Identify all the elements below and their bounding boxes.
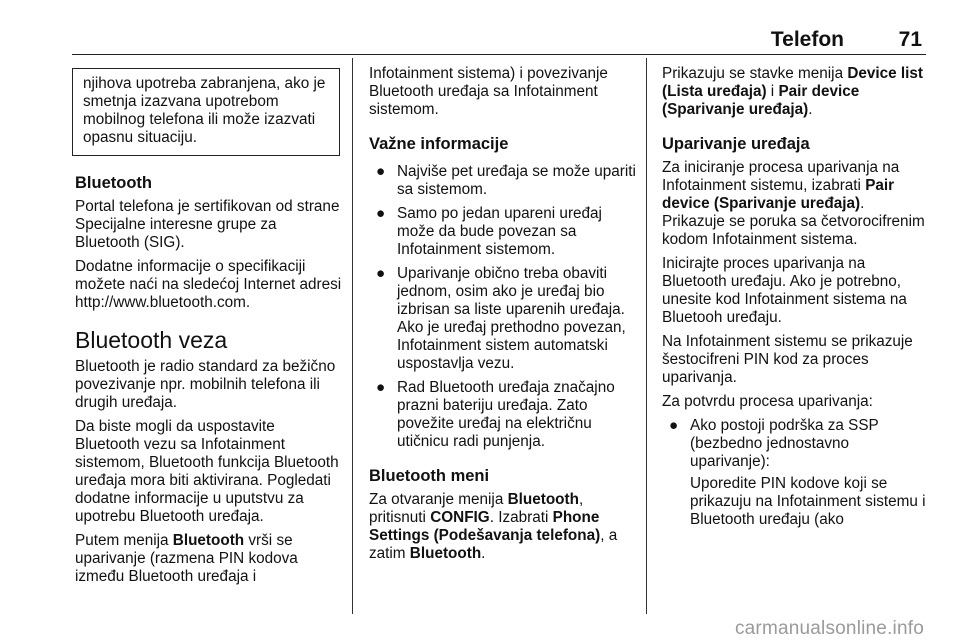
list-item: ● Ako postoji podrška za SSP (bezbedno jednostavno uparivanje): — [669, 417, 879, 470]
list-item: ● Uparivanje obično treba obaviti jednom, osim ako je uređaj bio izbrisan sa liste uparenih uređaja. Ako je uređaj prethodno povezan, Infotainment sistem automatski uspostavlja vezu. — [376, 265, 626, 372]
notice-text: njihova upotreba zabranjena, ako je smetnja izazvana upotrebom mobilnog telefona ili može izazvati opasnu situaciju. — [83, 75, 326, 146]
paragraph: Inicirajte proces uparivanja na Bluetooth uređaju. Ako je potrebno, unesite kod Infotainment sistema na Bluetooh uređaju. — [662, 255, 907, 326]
column-3 — [662, 65, 932, 535]
list-item: ● Najviše pet uređaja se može upariti sa sistemom. — [376, 163, 636, 198]
list-item: ● Samo po jedan upareni uređaj može da bude povezan sa Infotainment sistemom. — [376, 205, 602, 258]
section-heading-bluetooth-veza: Bluetooth veza — [75, 327, 228, 353]
section-heading-vazne-informacije: Važne informacije — [369, 135, 509, 153]
paragraph: Prikazuje se poruka sa četvorocifrenim kodom Infotainment sistema. — [662, 213, 925, 248]
page-header — [680, 28, 924, 60]
menu-ref: Pair device (Sparivanje uređaja) — [662, 83, 860, 118]
paragraph: Za iniciranje procesa uparivanja na Infotainment sistemu, izabrati Pair device (Sparivanje uređaja). — [662, 159, 900, 212]
notice-box — [72, 68, 340, 156]
watermark: carmanualsonline.info — [734, 618, 924, 639]
bullet-icon: ● — [376, 265, 386, 282]
paragraph: Da biste mogli da uspostavite Bluetooth vezu sa Infotainment sistemom, Bluetooth funkcija Bluetooth uređaja mora biti aktivirana. Pogledati dodatne informacije u uputstvu za upotrebu Bluetooth uređaja. — [75, 418, 339, 525]
column-1 — [75, 68, 343, 592]
column-divider-1 — [352, 58, 353, 614]
header-rule — [72, 54, 926, 55]
column-2 — [369, 65, 637, 569]
paragraph: Dodatne informacije o specifikaciji možete naći na sledećoj Internet adresi http://www.bluetooth.com. — [75, 258, 342, 311]
button-ref: CONFIG — [430, 509, 490, 526]
section-heading-uparivanje-uredjaja: Uparivanje uređaja — [662, 135, 810, 153]
menu-ref: Pair device (Sparivanje uređaja) — [662, 177, 895, 212]
menu-ref: Device list (Lista uređaja) — [662, 65, 924, 100]
bullet-icon: ● — [376, 163, 386, 180]
column-divider-2 — [646, 58, 647, 614]
menu-ref: Bluetooth — [409, 545, 482, 562]
list-item: ● Rad Bluetooth uređaja značajno prazni bateriju uređaja. Zato povežite uređaj na električnu utičnicu radi punjenja. — [376, 379, 615, 450]
section-heading-bluetooth-meni: Bluetooth meni — [369, 467, 490, 485]
bullet-icon: ● — [669, 417, 679, 434]
page-title: Telefon — [770, 28, 844, 51]
paragraph: Portal telefona je sertifikovan od strane Specijalne interesne grupe za Bluetooth (SIG). — [75, 198, 340, 251]
menu-ref: Bluetooth — [172, 532, 245, 549]
page-number: 71 — [898, 28, 922, 51]
paragraph: Prikazuju se stavke menija Device list (Lista uređaja) i Pair device (Sparivanje uređaja). — [662, 65, 924, 118]
menu-ref: Phone Settings (Podešavanja telefona) — [369, 509, 601, 544]
bullet-icon: ● — [376, 205, 386, 222]
paragraph: Na Infotainment sistemu se prikazuje šestocifreni PIN kod za proces uparivanja. — [662, 333, 913, 386]
section-heading-bluetooth: Bluetooth — [75, 174, 152, 192]
paragraph: Putem menija Bluetooth vrši se uparivanje (razmena PIN kodova između Bluetooth uređaja i — [75, 532, 298, 585]
list-item-continuation: Uporedite PIN kodove koji se prikazuju na Infotainment sistemu i Bluetooth uređaju (ako — [690, 475, 926, 528]
bullet-icon: ● — [376, 379, 386, 396]
paragraph: Bluetooth je radio standard za bežično povezivanje npr. mobilnih telefona ili drugih uređaja. — [75, 358, 336, 411]
paragraph: Za potvrdu procesa uparivanja: — [662, 393, 873, 410]
menu-ref: Bluetooth — [507, 491, 579, 508]
paragraph: Za otvaranje menija Bluetooth, pritisnuti CONFIG. Izabrati Phone Settings (Podešavanja telefona), a zatim Bluetooth. — [369, 491, 618, 562]
paragraph: Infotainment sistema) i povezivanje Bluetooth uređaja sa Infotainment sistemom. — [369, 65, 608, 118]
